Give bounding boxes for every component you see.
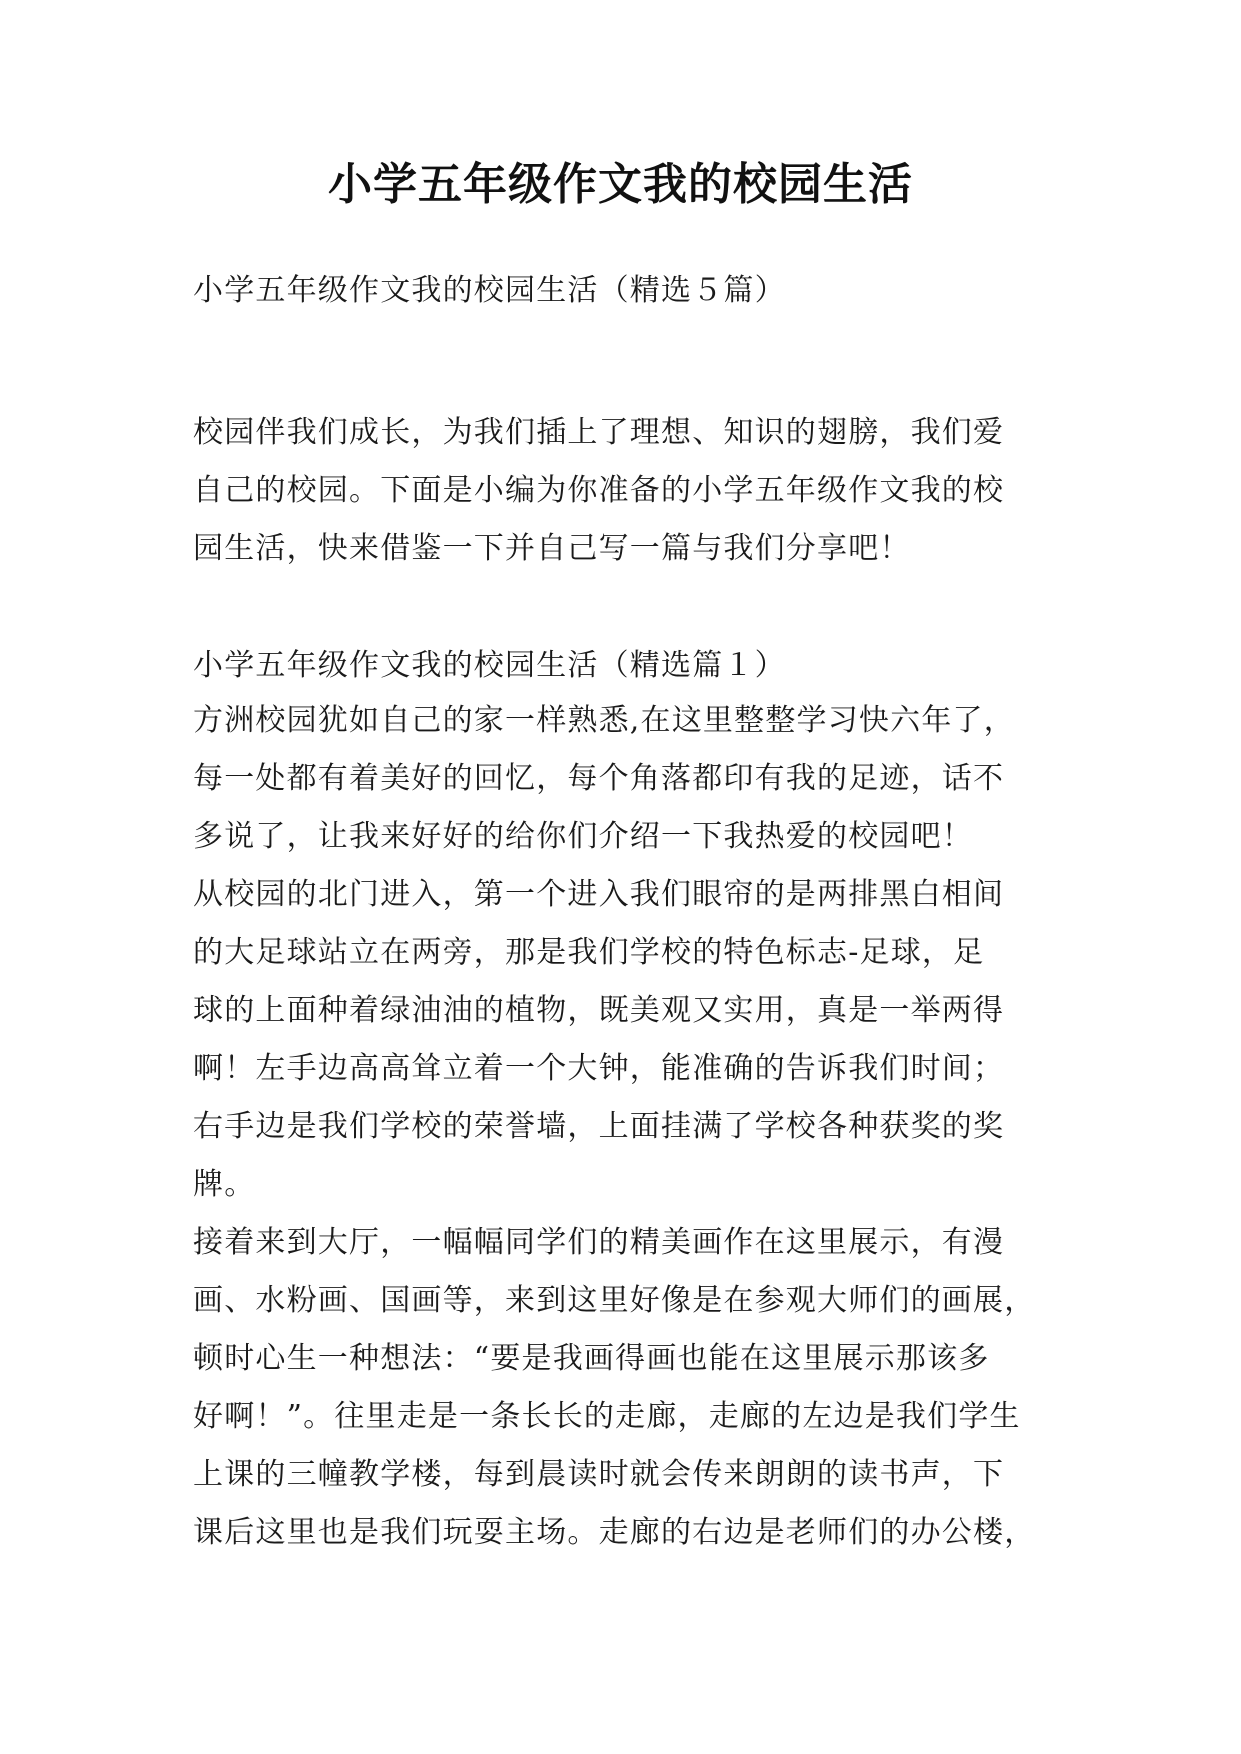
section-heading	[193, 637, 1063, 695]
paragraph-line: 多说了，让我来好好的给你们介绍一下我热爱的校园吧！	[193, 819, 973, 854]
paragraph-line: 球的上面种着绿油油的植物，既美观又实用，真是一举两得	[193, 993, 1005, 1028]
intro-paragraph	[193, 404, 1063, 578]
paragraph-line: 上课的三幢教学楼，每到晨读时就会传来朗朗的读书声，下	[193, 1457, 1005, 1492]
paragraph-line: 接着来到大厅，一幅幅同学们的精美画作在这里展示，有漫	[193, 1225, 1005, 1260]
intro-line: 自己的校园。下面是小编为你准备的小学五年级作文我的校	[193, 473, 1005, 508]
paragraph-line: 好啊！”。往里走是一条长长的走廊，走廊的左边是我们学生	[193, 1399, 1021, 1434]
body-paragraph-3	[193, 1214, 1063, 1562]
paragraph-line: 从校园的北门进入，第一个进入我们眼帘的是两排黑白相间	[193, 877, 1005, 912]
paragraph-line: 顿时心生一种想法：“要是我画得画也能在这里展示那该多	[193, 1341, 990, 1376]
paragraph-line: 右手边是我们学校的荣誉墙，上面挂满了学校各种获奖的奖	[193, 1109, 1005, 1144]
paragraph-line: 课后这里也是我们玩耍主场。走廊的右边是老师们的办公楼，	[193, 1515, 1036, 1550]
body-paragraph-1	[193, 692, 1063, 866]
paragraph-line: 啊！左手边高高耸立着一个大钟，能准确的告诉我们时间；	[193, 1051, 1005, 1086]
document-title: 小学五年级作文我的校园生活	[328, 159, 913, 210]
intro-line: 园生活，快来借鉴一下并自己写一篇与我们分享吧！	[193, 531, 911, 566]
body-paragraph-2	[193, 866, 1063, 1214]
document-subtitle	[193, 262, 1063, 320]
paragraph-line: 每一处都有着美好的回忆，每个角落都印有我的足迹，话不	[193, 761, 1005, 796]
paragraph-line: 牌。	[193, 1167, 256, 1202]
paragraph-line: 方洲校园犹如自己的家一样熟悉,在这里整整学习快六年了，	[193, 703, 1015, 738]
intro-line: 校园伴我们成长，为我们插上了理想、知识的翅膀，我们爱	[193, 415, 1005, 450]
subtitle-line: 小学五年级作文我的校园生活（精选５篇）	[193, 273, 786, 308]
paragraph-line: 画、水粉画、国画等，来到这里好像是在参观大师们的画展，	[193, 1283, 1036, 1318]
section-heading-line: 小学五年级作文我的校园生活（精选篇１）	[193, 648, 786, 683]
paragraph-line: 的大足球站立在两旁，那是我们学校的特色标志-足球，足	[193, 935, 985, 970]
